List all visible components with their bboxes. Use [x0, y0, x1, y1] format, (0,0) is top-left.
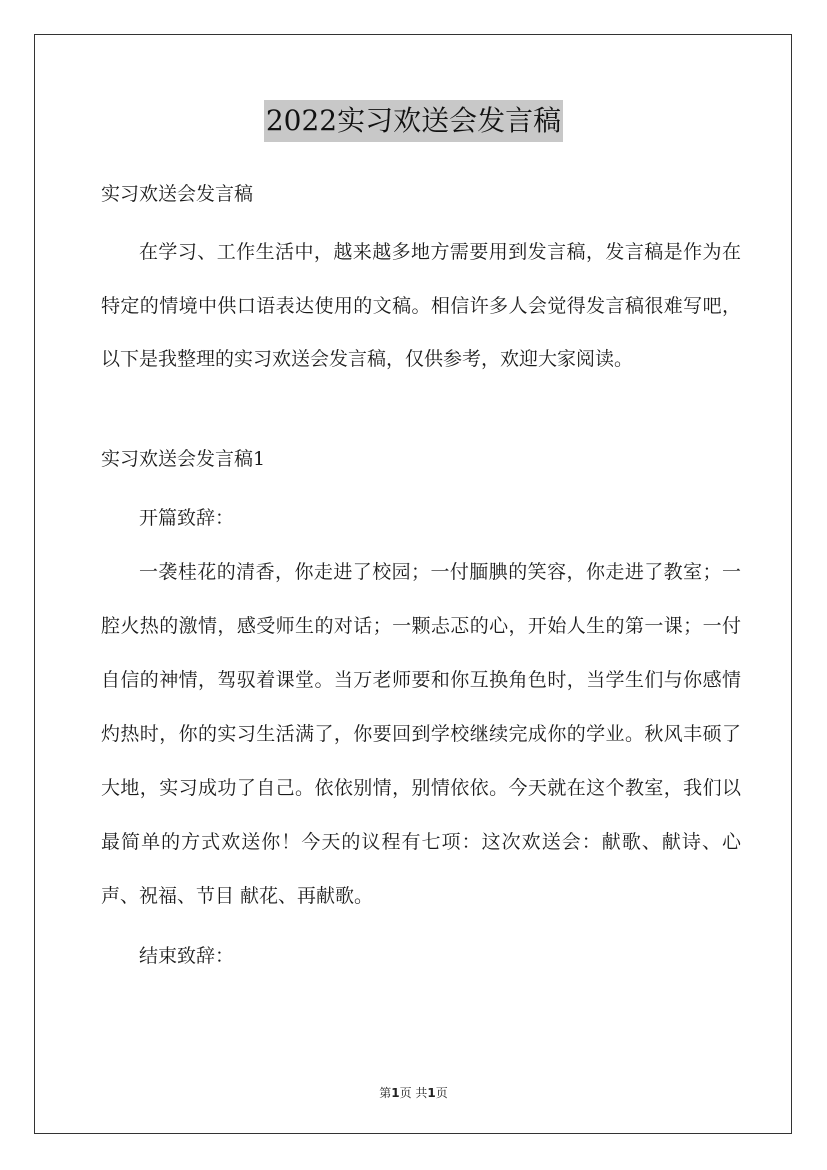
intro-paragraph: 在学习、工作生活中，越来越多地方需要用到发言稿，发言稿是作为在特定的情境中供口语表达使用的文稿。相信许多人会觉得发言稿很难写吧，以下是我整理的实习欢送会发言稿，仅供参考，欢迎大家阅读。 [101, 241, 741, 370]
footer-page-suffix: 页 [435, 1086, 448, 1100]
closing-label: 结束致辞： [139, 944, 235, 967]
opening-body: 一袭桂花的清香，你走进了校园；一付腼腆的笑容，你走进了教室；一腔火热的激情，感受师生的对话；一颗忐忑的心，开始人生的第一课；一付自信的神情，驾驭着课堂。当万老师要和你互换角色时，当学生们与你感情灼热时，你的实习生活满了，你要回到学校继续完成你的学业。秋风丰硕了大地，实习成功了自己。依依别情，别情依依。今天就在这个教室，我们以最简单的方式欢送你！今天的议程有七项：这次欢送会：献歌、献诗、心声、祝福、节目 献花、再献歌。 [101, 560, 741, 907]
footer-page-total: 1 [427, 1086, 436, 1100]
page-footer [0, 1084, 827, 1101]
footer-page-mid: 页 共 [399, 1086, 428, 1100]
document-title: 2022实习欢送会发言稿 [264, 100, 563, 142]
footer-page-current: 1 [391, 1086, 400, 1100]
document-body [101, 172, 741, 983]
footer-page-prefix: 第 [379, 1086, 392, 1100]
title-container [0, 100, 827, 142]
document-subtitle: 实习欢送会发言稿 [101, 183, 254, 205]
section-heading: 实习欢送会发言稿1 [101, 447, 266, 470]
opening-label: 开篇致辞： [139, 506, 235, 529]
